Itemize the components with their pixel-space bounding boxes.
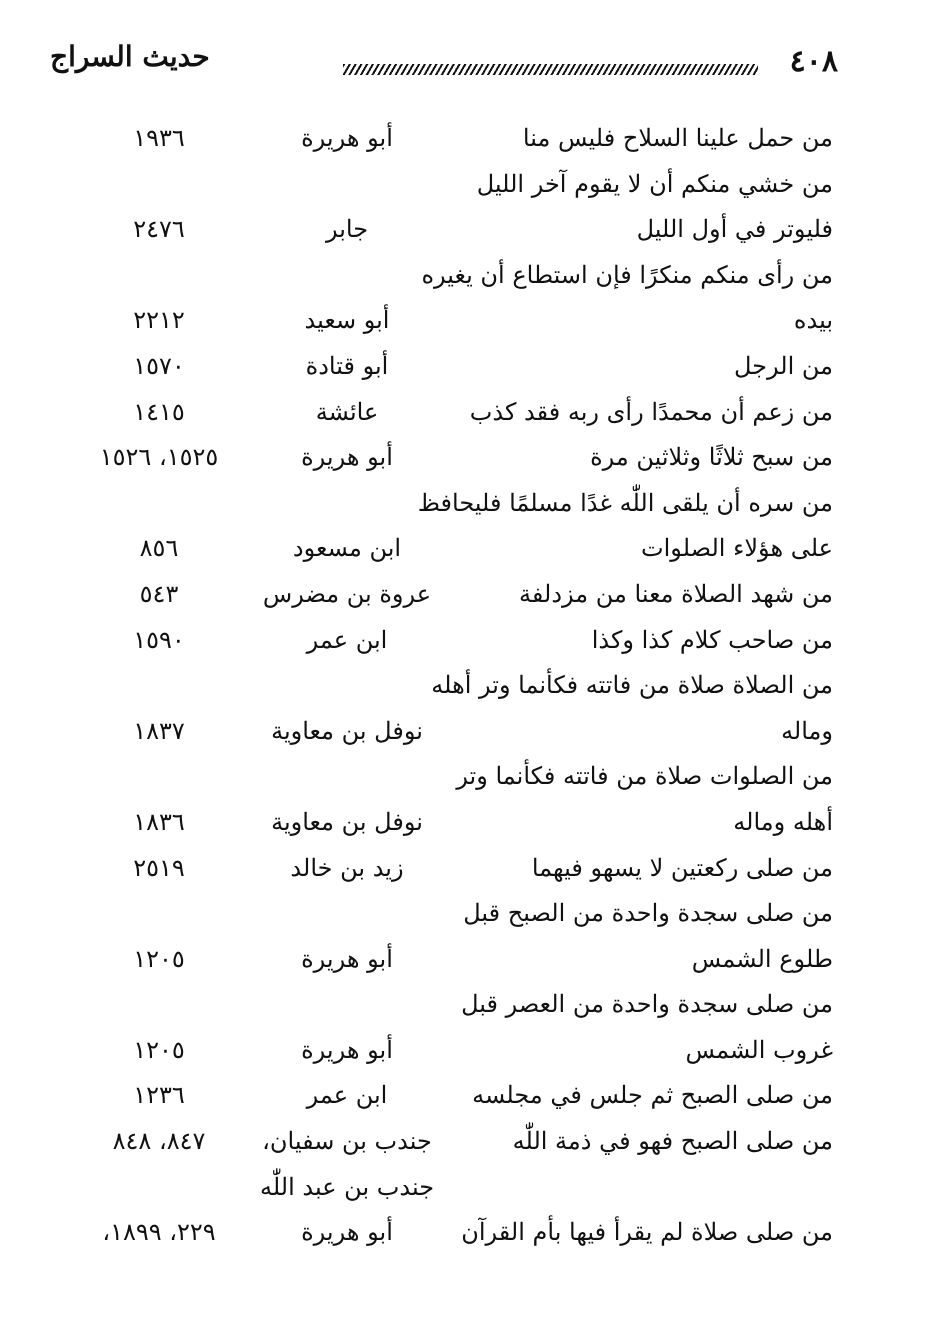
narrator-name: ابن عمر	[306, 625, 388, 654]
hadith-text: من شهد الصلاة معنا من مزدلفة	[519, 579, 833, 608]
hadith-text: على هؤلاء الصلوات	[641, 534, 833, 563]
hadith-text: من الرجل	[734, 351, 833, 380]
hadith-text: من الصلوات صلاة من فاتته فكأنما وتر	[456, 762, 833, 791]
hadith-numbers: ١٨٣٧	[133, 716, 185, 745]
index-entry-row	[0, 982, 933, 1028]
index-entry-row	[0, 572, 933, 618]
hadith-text: من صلى سجدة واحدة من الصبح قبل	[463, 899, 833, 928]
hadith-text: بيده	[793, 306, 833, 335]
hadith-text: من صلى الصبح ثم جلس في مجلسه	[472, 1081, 833, 1110]
hadith-text: من خشي منكم أن لا يقوم آخر الليل	[476, 169, 833, 198]
index-entry-row	[0, 253, 933, 299]
narrator-name: أبو هريرة	[301, 944, 393, 973]
index-entry-row	[0, 891, 933, 937]
narrator-name: ابن مسعود	[292, 534, 402, 563]
index-entry-row	[0, 1119, 933, 1165]
narrator-name: ابن عمر	[306, 1081, 388, 1110]
hadith-numbers: ٢٢٩، ١٨٩٩،	[102, 1218, 216, 1247]
index-entry-row	[0, 754, 933, 800]
index-entry-row	[0, 344, 933, 390]
hadith-numbers: ١٥٧٠	[133, 351, 185, 380]
index-entry-row	[0, 709, 933, 755]
hadith-numbers: ٥٤٣	[139, 579, 179, 608]
header-ornament-rule	[343, 64, 758, 75]
hadith-numbers: ١٨٣٦	[133, 807, 185, 836]
index-entry-row	[0, 937, 933, 983]
narrator-name: أبو هريرة	[301, 1035, 393, 1064]
hadith-numbers: ١٢٠٥	[133, 944, 185, 973]
narrator-name: جندب بن عبد اللّٰه	[259, 1172, 435, 1201]
hadith-text: غروب الشمس	[685, 1035, 833, 1064]
narrator-name: عائشة	[315, 397, 379, 426]
index-entry-row	[0, 1073, 933, 1119]
index-entry-row	[0, 1165, 933, 1211]
index-entry-row	[0, 435, 933, 481]
narrator-name: نوفل بن معاوية	[271, 716, 423, 745]
narrator-name: أبو هريرة	[301, 124, 393, 152]
hadith-numbers: ٢٢١٢	[133, 306, 185, 335]
index-entry-row	[0, 481, 933, 527]
hadith-text: من سبح ثلاثًا وثلاثين مرة	[590, 443, 833, 472]
page-header	[50, 38, 838, 88]
index-entry-row	[0, 846, 933, 892]
hadith-numbers: ٨٥٦	[139, 534, 179, 563]
hadith-numbers: ١٥٩٠	[133, 625, 185, 654]
hadith-text: من رأى منكم منكرًا فإن استطاع أن يغيره	[421, 260, 833, 289]
hadith-numbers: ١٢٠٥	[133, 1035, 185, 1064]
hadith-text: وماله	[781, 716, 833, 745]
index-entry-row	[0, 526, 933, 572]
index-entry-row	[0, 800, 933, 846]
hadith-text: من صلى صلاة لم يقرأ فيها بأم القرآن	[461, 1218, 833, 1247]
index-entry-row	[0, 298, 933, 344]
hadith-index-list	[0, 116, 933, 1256]
narrator-name: أبو سعيد	[304, 306, 390, 335]
index-entry-row	[0, 116, 933, 162]
running-title: حديث السراج	[50, 40, 210, 73]
index-entry-row	[0, 1028, 933, 1074]
hadith-numbers: ١٩٣٦	[133, 124, 185, 152]
narrator-name: عروة بن مضرس	[262, 579, 432, 608]
page-number: ٤٠٨	[789, 44, 838, 79]
narrator-name: أبو قتادة	[305, 351, 389, 380]
hadith-text: فليوتر في أول الليل	[636, 215, 833, 244]
narrator-name: جندب بن سفيان،	[262, 1127, 432, 1156]
hadith-text: من سره أن يلقى اللّٰه غدًا مسلمًا فليحافظ	[417, 488, 833, 517]
index-entry-row	[0, 162, 933, 208]
narrator-name: زيد بن خالد	[290, 853, 404, 882]
hadith-text: طلوع الشمس	[691, 944, 833, 973]
hadith-text: أهله وماله	[733, 807, 833, 836]
narrator-name: أبو هريرة	[301, 1218, 393, 1247]
narrator-name: جابر	[325, 215, 369, 244]
hadith-text: من حمل علينا السلاح فليس منا	[522, 124, 833, 152]
hadith-numbers: ١٢٣٦	[133, 1081, 185, 1110]
index-entry-row	[0, 390, 933, 436]
hadith-numbers: ١٥٢٥، ١٥٢٦	[99, 443, 219, 472]
index-entry-row	[0, 663, 933, 709]
hadith-text: من زعم أن محمدًا رأى ربه فقد كذب	[469, 397, 833, 426]
hadith-numbers: ٨٤٧، ٨٤٨	[112, 1127, 206, 1156]
hadith-numbers: ٢٥١٩	[133, 853, 185, 882]
hadith-text: من صلى الصبح فهو في ذمة اللّٰه	[512, 1127, 833, 1156]
hadith-text: من صلى سجدة واحدة من العصر قبل	[461, 990, 833, 1019]
index-entry-row	[0, 618, 933, 664]
index-entry-row	[0, 1210, 933, 1256]
narrator-name: نوفل بن معاوية	[271, 807, 423, 836]
hadith-text: من الصلاة صلاة من فاتته فكأنما وتر أهله	[431, 671, 833, 700]
hadith-text: من صلى ركعتين لا يسهو فيهما	[531, 853, 833, 882]
hadith-text: من صاحب كلام كذا وكذا	[591, 625, 833, 654]
index-entry-row	[0, 207, 933, 253]
hadith-numbers: ٢٤٧٦	[133, 215, 185, 244]
narrator-name: أبو هريرة	[301, 443, 393, 472]
hadith-numbers: ١٤١٥	[133, 397, 185, 426]
